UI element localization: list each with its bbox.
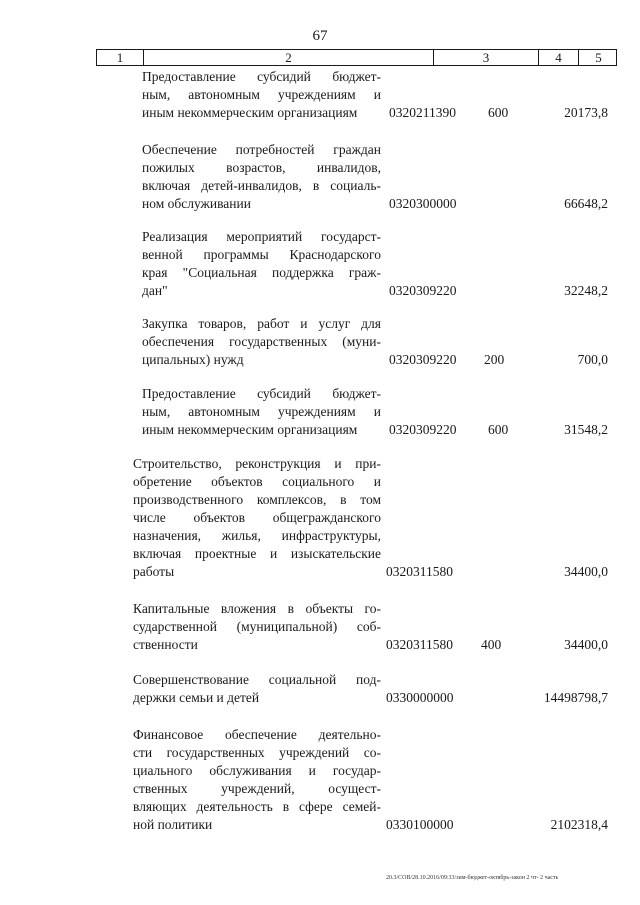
row-description	[142, 141, 381, 213]
row-description-line: ном обслуживании	[142, 196, 251, 211]
row-description-line: включая детей-инвалидов, в социаль-	[142, 178, 381, 193]
row-code: 0320309220	[389, 422, 457, 437]
row-description-line: назначения, жилья, инфраструктуры,	[133, 528, 381, 543]
row-code: 0320311580	[386, 564, 453, 579]
row-description-line: ным, автономным учреждениям и	[142, 404, 381, 419]
row-description-line: обеспечения государственных (муни-	[142, 334, 381, 349]
row-description-line: Обеспечение потребностей граждан	[142, 142, 381, 157]
row-description-line: ной политики	[133, 817, 213, 832]
row-description-line: края "Социальная поддержка граж-	[142, 265, 381, 280]
row-description-line: держки семьи и детей	[133, 690, 260, 705]
row-description	[133, 455, 381, 581]
row-description-line: Капитальные вложения в объекты го-	[133, 601, 381, 616]
row-description-line: циального обслуживания и государ-	[133, 763, 381, 778]
row-description-line: вляющих деятельность в сфере семей-	[133, 799, 381, 814]
header-col-4: 4	[539, 50, 579, 65]
row-description-line: сударственной (муниципальной) соб-	[133, 619, 381, 634]
row-code: 0320311580	[386, 637, 453, 652]
row-expense-type: 600	[488, 422, 509, 437]
row-description-line: включая проектные и изыскательские	[133, 546, 381, 561]
row-description	[142, 315, 381, 369]
row-description	[142, 385, 381, 439]
row-code: 0320211390	[389, 105, 456, 120]
row-description-line: Предоставление субсидий бюджет-	[142, 386, 381, 401]
row-description-line: Финансовое обеспечение деятельно-	[133, 727, 381, 742]
row-amount: 14498798,7	[543, 690, 608, 705]
table-header	[96, 49, 617, 66]
row-description-line: ственности	[133, 637, 198, 652]
row-description	[133, 726, 381, 834]
page-number: 67	[312, 28, 328, 44]
row-expense-type: 200	[484, 352, 505, 367]
row-expense-type: 600	[488, 105, 509, 120]
row-amount: 700,0	[577, 352, 608, 367]
row-amount: 20173,8	[564, 105, 608, 120]
row-description-line: обретение объектов социального и	[133, 474, 381, 489]
row-description-line: числе объектов общегражданского	[133, 510, 381, 525]
row-amount: 34400,0	[564, 637, 608, 652]
row-expense-type: 400	[481, 637, 502, 652]
row-description-line: ным, автономным учреждениям и	[142, 87, 381, 102]
row-code: 0320309220	[389, 283, 457, 298]
row-amount: 66648,2	[564, 196, 608, 211]
row-description-line: сти государственных учреждений со-	[133, 745, 381, 760]
row-description-line: иным некоммерческим организациям	[142, 105, 358, 120]
footer-note: 20.3/СОВ/28.10.2016/09:33/зим-бюджет-октябрь-закон 2 чт- 2 часть	[386, 875, 559, 881]
row-description	[133, 600, 381, 654]
row-description-line: Предоставление субсидий бюджет-	[142, 69, 381, 84]
row-amount: 2102318,4	[550, 817, 608, 832]
row-description-line: работы	[133, 564, 175, 579]
row-code: 0320309220	[389, 352, 457, 367]
row-description-line: ципальных) нужд	[142, 352, 244, 367]
row-description-line: ственных учреждений, осущест-	[133, 781, 381, 796]
row-description-line: производственного комплексов, в том	[133, 492, 381, 507]
row-description-line: венной программы Краснодарского	[142, 247, 381, 262]
row-description-line: Строительство, реконструкция и при-	[133, 456, 381, 471]
row-description-line: дан"	[142, 283, 168, 298]
row-amount: 32248,2	[564, 283, 608, 298]
row-code: 0330000000	[386, 690, 454, 705]
row-description-line: Реализация мероприятий государст-	[142, 229, 381, 244]
row-code: 0330100000	[386, 817, 454, 832]
row-amount: 34400,0	[564, 564, 608, 579]
row-description-line: Совершенствование социальной под-	[133, 672, 381, 687]
row-description	[142, 68, 381, 122]
row-code: 0320300000	[389, 196, 457, 211]
header-col-5: 5	[595, 50, 602, 65]
header-col-2: 2	[144, 50, 434, 65]
row-description	[142, 228, 381, 300]
row-description-line: Закупка товаров, работ и услуг для	[142, 316, 381, 331]
row-description-line: иным некоммерческим организациям	[142, 422, 358, 437]
header-col-3: 3	[434, 50, 539, 65]
header-col-1: 1	[97, 50, 144, 65]
row-description-line: пожилых возрастов, инвалидов,	[142, 160, 381, 175]
row-amount: 31548,2	[564, 422, 608, 437]
row-description	[133, 671, 381, 707]
